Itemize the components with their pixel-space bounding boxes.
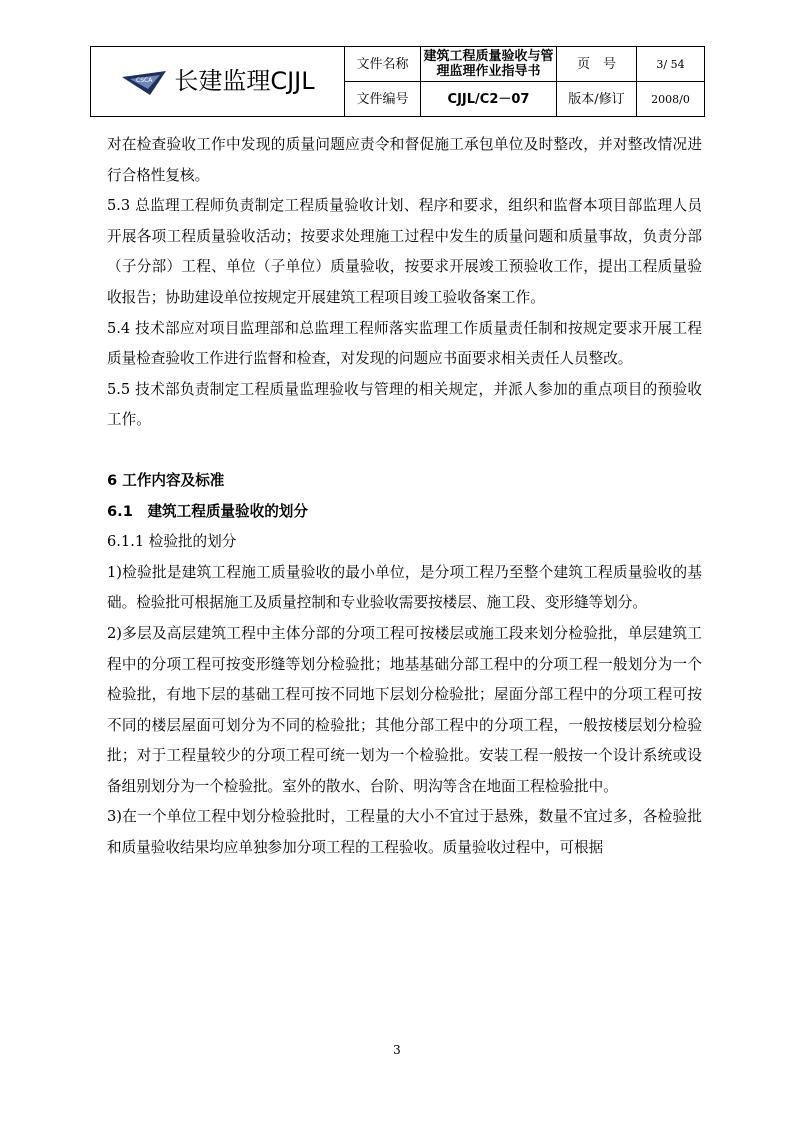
version-value: 2008/0 (637, 82, 705, 117)
doc-name-label: 文件名称 (345, 47, 421, 82)
heading-6-1-1: 6.1.1 检验批的划分 (107, 533, 237, 551)
page-number: 3 (393, 1043, 401, 1057)
page-label: 页 号 (557, 47, 637, 82)
heading-6-1: 6.1 建筑工程质量验收的划分 (107, 502, 308, 520)
paragraph-5-5: 5.5 技术部负责制定工程质量监理验收与管理的相关规定，并派人参加的重点项目的预验收工作。 (107, 380, 702, 429)
logo-cell (91, 47, 345, 117)
version-label: 版本/修订 (557, 82, 637, 117)
document-header-table (90, 46, 705, 117)
paragraph-item-1: 1)检验批是建筑工程施工质量验收的最小单位，是分项工程乃至整个建筑工程质量验收的基础。检验批可根据施工及质量控制和专业验收需要按楼层、施工段、变形缝等划分。 (107, 563, 702, 612)
doc-number-label: 文件编号 (345, 82, 421, 117)
document-body (107, 130, 702, 864)
paragraph-5-3: 5.3 总监理工程师负责制定工程质量验收计划、程序和要求，组织和监督本项目部监理人员开展各项工程质量验收活动；按要求处理施工过程中发生的质量问题和质量事故，负责分部（子分部）工程、单位（子单位）质量验收，按要求开展竣工预验收工作，提出工程质量验收报告；协助建设单位按规定开展建筑工程项目竣工验收备案工作。 (107, 197, 702, 306)
heading-6: 6 工作内容及标准 (107, 471, 225, 489)
paragraph-item-3: 3)在一个单位工程中划分检验批时，工程量的大小不宜过于悬殊，数量不宜过多，各检验批和质量验收结果均应单独参加分项工程的工程验收。质量验收过程中，可根据 (107, 808, 702, 857)
logo-badge-text: CSCA (136, 76, 153, 84)
logo-text: 长建监理CJJL (174, 67, 315, 95)
doc-name-value: 建筑工程质量验收与管理监理作业指导书 (421, 47, 557, 82)
paragraph-1: 对在检查验收工作中发现的质量问题应责令和督促施工承包单位及时整改，并对整改情况进行合格性复核。 (107, 136, 702, 184)
section-gap (107, 436, 702, 466)
page-value: 3/ 54 (637, 47, 705, 82)
paragraph-5-4: 5.4 技术部应对项目监理部和总监理工程师落实监理工作质量责任制和按规定要求开展工程质量检查验收工作进行监督和检查，对发现的问题应书面要求相关责任人员整改。 (107, 319, 702, 368)
paragraph-item-2: 2)多层及高层建筑工程中主体分部的分项工程可按楼层或施工段来划分检验批，单层建筑工程中的分项工程可按变形缝等划分检验批；地基基础分部工程中的分项工程一般划分为一个检验批，有地下层的基础工程可按不同地下层划分检验批；屋面分部工程中的分项工程可按不同的楼层屋面可划分为不同的检验批；其他分部工程中的分项工程，一般按楼层划分检验批；对于工程量较少的分项工程可统一划为一个检验批。安装工程一般按一个设计系统或设备组别划分为一个检验批。室外的散水、台阶、明沟等含在地面工程检验批中。 (107, 624, 702, 795)
doc-number-value: CJJL/C2－07 (421, 82, 557, 117)
company-logo-icon (120, 67, 168, 97)
